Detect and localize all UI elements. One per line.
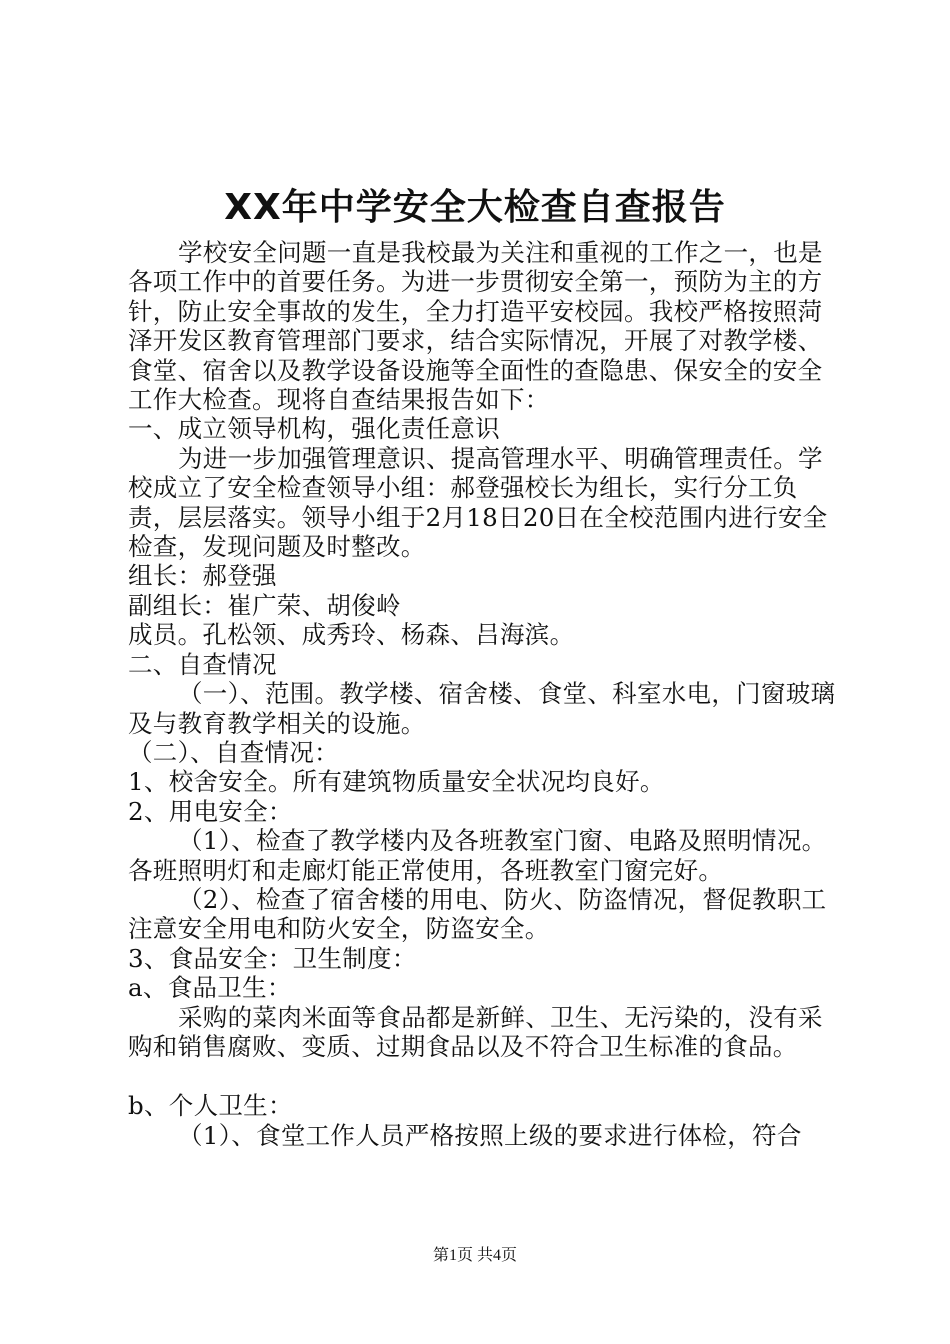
deputy-leader-line: 副组长：崔广荣、胡俊岭 (128, 590, 401, 620)
section-heading-2: 二、自查情况 (128, 649, 277, 679)
blank-line (128, 1061, 836, 1091)
item-electric-1: （1）、检查了教学楼内及各班教室门窗、电路及照明情况。各班照明灯和走廊灯能正常使用，各班教室门窗完好。 (128, 826, 827, 885)
item-personal-hygiene: b、个人卫生： (128, 1091, 293, 1121)
subsection-heading: （二）、自查情况： (128, 737, 339, 767)
item-food-hygiene: a、食品卫生： (128, 973, 292, 1003)
members-line: 成员。孔松领、成秀玲、杨森、吕海滨。 (128, 620, 575, 650)
document-title: XX年中学安全大检查自查报告 (224, 187, 726, 228)
scope-paragraph: （一）、范围。教学楼、宿舍楼、食堂、科室水电，门窗玻璃及与教育教学相关的设施。 (128, 679, 836, 738)
paragraph-intro: 学校安全问题一直是我校最为关注和重视的工作之一，也是各项工作中的首要任务。为进一步贯彻安全第一，预防为主的方针，防止安全事故的发生，全力打造平安校园。我校严格按照菏泽开发区教育管理部门要求，结合实际情况，开展了对教学楼、食堂、宿舍以及教学设备设施等全面性的查隐患、保安全的安全工作大检查。现将自查结果报告如下： (128, 238, 823, 415)
personal-hygiene-1: （1）、食堂工作人员严格按照上级的要求进行体检，符合 (178, 1120, 802, 1150)
item-food-safety: 3、食品安全：卫生制度： (128, 943, 417, 973)
section-heading-1: 一、成立领导机构，强化责任意识 (128, 414, 500, 444)
item-building-safety: 1、校舍安全。所有建筑物质量安全状况均良好。 (128, 767, 665, 797)
document-body (128, 238, 836, 1150)
item-electric-safety: 2、用电安全： (128, 796, 293, 826)
item-electric-2: （2）、检查了宿舍楼的用电、防火、防盗情况，督促教职工注意安全用电和防火安全，防盗安全。 (128, 884, 827, 944)
paragraph-leadership: 为进一步加强管理意识、提高管理水平、明确管理责任。学校成立了安全检查领导小组：郝登强校长为组长，实行分工负责，层层落实。领导小组于2月18日20日在全校范围内进行安全检查，发现问题及时整改。 (128, 443, 828, 562)
food-purchase-paragraph: 采购的菜肉米面等食品都是新鲜、卫生、无污染的，没有采购和销售腐败、变质、过期食品以及不符合卫生标准的食品。 (128, 1002, 823, 1061)
team-leader-line: 组长：郝登强 (128, 561, 277, 591)
page-footer: 第1页 共4页 (432, 1247, 517, 1264)
